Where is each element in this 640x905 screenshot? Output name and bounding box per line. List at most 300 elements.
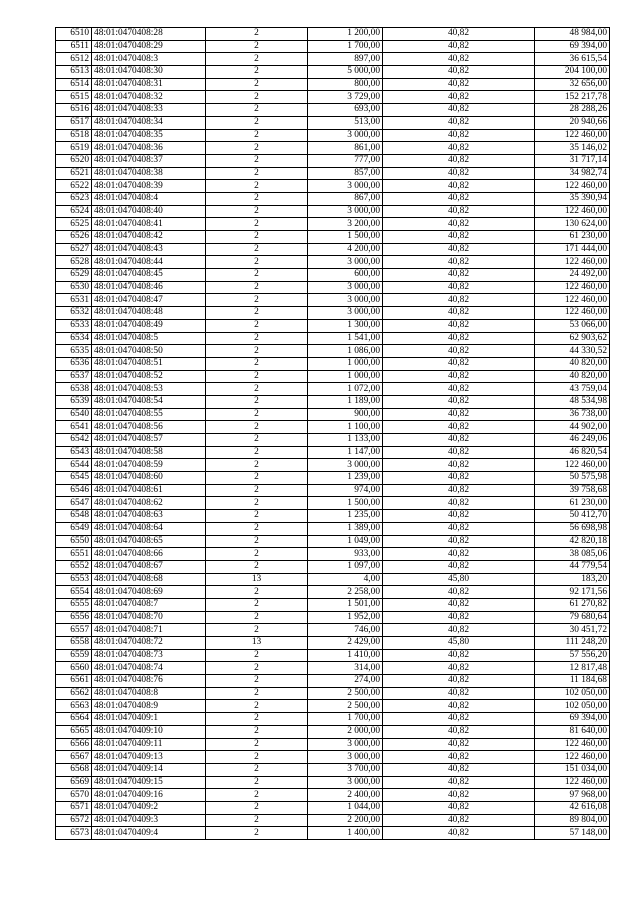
rate-cell: 40,82 <box>383 408 535 421</box>
cadastral-number-cell: 48:01:0470408:28 <box>92 28 206 41</box>
rate-cell: 45,80 <box>383 637 535 650</box>
category-cell: 2 <box>206 269 308 282</box>
rate-cell: 40,82 <box>383 421 535 434</box>
table-row <box>56 497 610 510</box>
category-cell: 2 <box>206 738 308 751</box>
cadastral-value-cell: 102 050,00 <box>535 687 610 700</box>
row-number-cell: 6567 <box>56 751 92 764</box>
area-cell: 1 501,00 <box>308 598 383 611</box>
rate-cell: 40,82 <box>383 192 535 205</box>
category-cell: 2 <box>206 649 308 662</box>
table-row <box>56 91 610 104</box>
table-row <box>56 751 610 764</box>
cadastral-value-cell: 42 616,08 <box>535 801 610 814</box>
cadastral-number-cell: 48:01:0470408:43 <box>92 243 206 256</box>
category-cell: 2 <box>206 624 308 637</box>
table-row <box>56 269 610 282</box>
area-cell: 1 500,00 <box>308 497 383 510</box>
category-cell: 2 <box>206 687 308 700</box>
row-number-cell: 6563 <box>56 700 92 713</box>
cadastral-value-cell: 89 804,00 <box>535 814 610 827</box>
table-row <box>56 789 610 802</box>
table-row <box>56 472 610 485</box>
category-cell: 2 <box>206 281 308 294</box>
cadastral-number-cell: 48:01:0470408:5 <box>92 332 206 345</box>
cadastral-number-cell: 48:01:0470409:4 <box>92 827 206 840</box>
row-number-cell: 6562 <box>56 687 92 700</box>
rate-cell: 40,82 <box>383 40 535 53</box>
rate-cell: 40,82 <box>383 91 535 104</box>
rate-cell: 40,82 <box>383 649 535 662</box>
cadastral-value-cell: 204 100,00 <box>535 66 610 79</box>
cadastral-number-cell: 48:01:0470408:34 <box>92 116 206 129</box>
area-cell: 3 000,00 <box>308 776 383 789</box>
row-number-cell: 6522 <box>56 180 92 193</box>
cadastral-value-cell: 111 248,20 <box>535 637 610 650</box>
cadastral-value-cell: 183,20 <box>535 573 610 586</box>
cadastral-value-cell: 57 148,00 <box>535 827 610 840</box>
cadastral-value-cell: 122 460,00 <box>535 129 610 142</box>
area-cell: 3 000,00 <box>308 256 383 269</box>
row-number-cell: 6569 <box>56 776 92 789</box>
table-row <box>56 154 610 167</box>
category-cell: 2 <box>206 91 308 104</box>
cadastral-number-cell: 48:01:0470408:57 <box>92 434 206 447</box>
cadastral-number-cell: 48:01:0470408:40 <box>92 205 206 218</box>
category-cell: 2 <box>206 700 308 713</box>
table-row <box>56 814 610 827</box>
cadastral-number-cell: 48:01:0470408:54 <box>92 395 206 408</box>
row-number-cell: 6549 <box>56 522 92 535</box>
row-number-cell: 6564 <box>56 713 92 726</box>
table-row <box>56 624 610 637</box>
table-row <box>56 218 610 231</box>
cadastral-value-cell: 30 451,72 <box>535 624 610 637</box>
category-cell: 2 <box>206 205 308 218</box>
category-cell: 2 <box>206 357 308 370</box>
row-number-cell: 6553 <box>56 573 92 586</box>
cadastral-number-cell: 48:01:0470409:11 <box>92 738 206 751</box>
table-row <box>56 205 610 218</box>
area-cell: 3 000,00 <box>308 180 383 193</box>
area-cell: 600,00 <box>308 269 383 282</box>
area-cell: 3 000,00 <box>308 751 383 764</box>
cadastral-value-cell: 152 217,78 <box>535 91 610 104</box>
table-row <box>56 408 610 421</box>
cadastral-number-cell: 48:01:0470409:10 <box>92 725 206 738</box>
area-cell: 897,00 <box>308 53 383 66</box>
area-cell: 1 700,00 <box>308 40 383 53</box>
area-cell: 1 000,00 <box>308 357 383 370</box>
cadastral-value-cell: 36 738,00 <box>535 408 610 421</box>
cadastral-value-cell: 61 230,00 <box>535 231 610 244</box>
category-cell: 2 <box>206 675 308 688</box>
cadastral-number-cell: 48:01:0470408:7 <box>92 598 206 611</box>
rate-cell: 40,82 <box>383 154 535 167</box>
cadastral-value-cell: 122 460,00 <box>535 294 610 307</box>
area-cell: 1 049,00 <box>308 535 383 548</box>
table-row <box>56 598 610 611</box>
area-cell: 1 100,00 <box>308 421 383 434</box>
rate-cell: 40,82 <box>383 598 535 611</box>
table-row <box>56 548 610 561</box>
row-number-cell: 6543 <box>56 446 92 459</box>
cadastral-value-cell: 102 050,00 <box>535 700 610 713</box>
cadastral-number-cell: 48:01:0470408:55 <box>92 408 206 421</box>
row-number-cell: 6529 <box>56 269 92 282</box>
row-number-cell: 6523 <box>56 192 92 205</box>
area-cell: 3 000,00 <box>308 294 383 307</box>
cadastral-value-cell: 28 288,26 <box>535 104 610 117</box>
cadastral-value-cell: 35 390,94 <box>535 192 610 205</box>
category-cell: 2 <box>206 827 308 840</box>
category-cell: 2 <box>206 142 308 155</box>
rate-cell: 40,82 <box>383 827 535 840</box>
row-number-cell: 6524 <box>56 205 92 218</box>
area-cell: 1 189,00 <box>308 395 383 408</box>
area-cell: 857,00 <box>308 167 383 180</box>
rate-cell: 40,82 <box>383 167 535 180</box>
area-cell: 3 000,00 <box>308 459 383 472</box>
table-row <box>56 535 610 548</box>
row-number-cell: 6516 <box>56 104 92 117</box>
category-cell: 2 <box>206 231 308 244</box>
rate-cell: 40,82 <box>383 319 535 332</box>
category-cell: 2 <box>206 725 308 738</box>
rate-cell: 40,82 <box>383 484 535 497</box>
table-row <box>56 776 610 789</box>
cadastral-number-cell: 48:01:0470408:49 <box>92 319 206 332</box>
cadastral-value-cell: 57 556,20 <box>535 649 610 662</box>
category-cell: 2 <box>206 522 308 535</box>
row-number-cell: 6550 <box>56 535 92 548</box>
table-row <box>56 180 610 193</box>
cadastral-number-cell: 48:01:0470408:70 <box>92 611 206 624</box>
row-number-cell: 6532 <box>56 307 92 320</box>
category-cell: 2 <box>206 662 308 675</box>
cadastral-value-cell: 46 249,06 <box>535 434 610 447</box>
table-row <box>56 484 610 497</box>
rate-cell: 40,82 <box>383 28 535 41</box>
table-row <box>56 573 610 586</box>
rate-cell: 40,82 <box>383 548 535 561</box>
cadastral-value-cell: 50 412,70 <box>535 510 610 523</box>
area-cell: 1 410,00 <box>308 649 383 662</box>
row-number-cell: 6520 <box>56 154 92 167</box>
row-number-cell: 6512 <box>56 53 92 66</box>
area-cell: 1 239,00 <box>308 472 383 485</box>
table-row <box>56 560 610 573</box>
row-number-cell: 6561 <box>56 675 92 688</box>
table-row <box>56 332 610 345</box>
category-cell: 2 <box>206 307 308 320</box>
cadastral-number-cell: 48:01:0470408:51 <box>92 357 206 370</box>
category-cell: 2 <box>206 78 308 91</box>
row-number-cell: 6542 <box>56 434 92 447</box>
row-number-cell: 6535 <box>56 345 92 358</box>
category-cell: 2 <box>206 421 308 434</box>
row-number-cell: 6515 <box>56 91 92 104</box>
cadastral-number-cell: 48:01:0470408:36 <box>92 142 206 155</box>
category-cell: 13 <box>206 573 308 586</box>
rate-cell: 40,82 <box>383 104 535 117</box>
rate-cell: 40,82 <box>383 345 535 358</box>
category-cell: 2 <box>206 560 308 573</box>
cadastral-number-cell: 48:01:0470408:39 <box>92 180 206 193</box>
area-cell: 2 258,00 <box>308 586 383 599</box>
cadastral-number-cell: 48:01:0470408:64 <box>92 522 206 535</box>
row-number-cell: 6513 <box>56 66 92 79</box>
category-cell: 2 <box>206 713 308 726</box>
area-cell: 2 429,00 <box>308 637 383 650</box>
row-number-cell: 6557 <box>56 624 92 637</box>
cadastral-number-cell: 48:01:0470409:15 <box>92 776 206 789</box>
row-number-cell: 6518 <box>56 129 92 142</box>
table-row <box>56 116 610 129</box>
rate-cell: 40,82 <box>383 307 535 320</box>
rate-cell: 40,82 <box>383 129 535 142</box>
rate-cell: 40,82 <box>383 231 535 244</box>
cadastral-number-cell: 48:01:0470409:2 <box>92 801 206 814</box>
table-row <box>56 675 610 688</box>
rate-cell: 40,82 <box>383 256 535 269</box>
table-row <box>56 434 610 447</box>
cadastral-value-cell: 62 903,62 <box>535 332 610 345</box>
category-cell: 2 <box>206 598 308 611</box>
category-cell: 2 <box>206 586 308 599</box>
rate-cell: 40,82 <box>383 66 535 79</box>
cadastral-number-cell: 48:01:0470408:9 <box>92 700 206 713</box>
row-number-cell: 6537 <box>56 370 92 383</box>
cadastral-value-cell: 40 820,00 <box>535 370 610 383</box>
row-number-cell: 6536 <box>56 357 92 370</box>
row-number-cell: 6525 <box>56 218 92 231</box>
area-cell: 867,00 <box>308 192 383 205</box>
cadastral-value-cell: 122 460,00 <box>535 256 610 269</box>
table-row <box>56 192 610 205</box>
cadastral-number-cell: 48:01:0470408:66 <box>92 548 206 561</box>
rate-cell: 40,82 <box>383 78 535 91</box>
category-cell: 13 <box>206 637 308 650</box>
category-cell: 2 <box>206 192 308 205</box>
row-number-cell: 6511 <box>56 40 92 53</box>
rate-cell: 40,82 <box>383 801 535 814</box>
table-body <box>56 28 610 840</box>
rate-cell: 40,82 <box>383 294 535 307</box>
cadastral-value-cell: 40 820,00 <box>535 357 610 370</box>
cadastral-value-cell: 11 184,68 <box>535 675 610 688</box>
area-cell: 2 400,00 <box>308 789 383 802</box>
row-number-cell: 6517 <box>56 116 92 129</box>
cadastral-number-cell: 48:01:0470408:3 <box>92 53 206 66</box>
rate-cell: 40,82 <box>383 434 535 447</box>
cadastral-value-cell: 35 146,02 <box>535 142 610 155</box>
area-cell: 2 000,00 <box>308 725 383 738</box>
table-row <box>56 459 610 472</box>
cadastral-number-cell: 48:01:0470408:59 <box>92 459 206 472</box>
cadastral-number-cell: 48:01:0470408:35 <box>92 129 206 142</box>
table-row <box>56 357 610 370</box>
cadastral-value-cell: 32 656,00 <box>535 78 610 91</box>
rate-cell: 40,82 <box>383 763 535 776</box>
table-row <box>56 763 610 776</box>
cadastral-value-cell: 151 034,00 <box>535 763 610 776</box>
cadastral-value-cell: 97 968,00 <box>535 789 610 802</box>
category-cell: 2 <box>206 167 308 180</box>
rate-cell: 40,82 <box>383 116 535 129</box>
cadastral-number-cell: 48:01:0470408:72 <box>92 637 206 650</box>
cadastral-value-cell: 61 230,00 <box>535 497 610 510</box>
cadastral-value-cell: 69 394,00 <box>535 713 610 726</box>
category-cell: 2 <box>206 611 308 624</box>
cadastral-number-cell: 48:01:0470408:44 <box>92 256 206 269</box>
area-cell: 4,00 <box>308 573 383 586</box>
row-number-cell: 6546 <box>56 484 92 497</box>
row-number-cell: 6568 <box>56 763 92 776</box>
area-cell: 1 700,00 <box>308 713 383 726</box>
rate-cell: 40,82 <box>383 53 535 66</box>
table-row <box>56 66 610 79</box>
table-row <box>56 687 610 700</box>
row-number-cell: 6571 <box>56 801 92 814</box>
area-cell: 1 235,00 <box>308 510 383 523</box>
row-number-cell: 6572 <box>56 814 92 827</box>
cadastral-number-cell: 48:01:0470408:62 <box>92 497 206 510</box>
table-row <box>56 637 610 650</box>
rate-cell: 40,82 <box>383 205 535 218</box>
cadastral-number-cell: 48:01:0470408:48 <box>92 307 206 320</box>
table-row <box>56 395 610 408</box>
area-cell: 1 200,00 <box>308 28 383 41</box>
table-row <box>56 421 610 434</box>
row-number-cell: 6551 <box>56 548 92 561</box>
cadastral-number-cell: 48:01:0470408:65 <box>92 535 206 548</box>
cadastral-value-cell: 171 444,00 <box>535 243 610 256</box>
cadastral-number-cell: 48:01:0470408:56 <box>92 421 206 434</box>
cadastral-number-cell: 48:01:0470408:29 <box>92 40 206 53</box>
area-cell: 3 700,00 <box>308 763 383 776</box>
cadastral-value-cell: 50 575,98 <box>535 472 610 485</box>
cadastral-value-cell: 46 820,54 <box>535 446 610 459</box>
category-cell: 2 <box>206 218 308 231</box>
cadastral-value-cell: 31 717,14 <box>535 154 610 167</box>
row-number-cell: 6555 <box>56 598 92 611</box>
row-number-cell: 6552 <box>56 560 92 573</box>
category-cell: 2 <box>206 294 308 307</box>
rate-cell: 40,82 <box>383 776 535 789</box>
table-row <box>56 522 610 535</box>
table-row <box>56 611 610 624</box>
area-cell: 693,00 <box>308 104 383 117</box>
cadastral-value-cell: 122 460,00 <box>535 776 610 789</box>
table-row <box>56 104 610 117</box>
cadastral-value-cell: 61 270,82 <box>535 598 610 611</box>
area-cell: 513,00 <box>308 116 383 129</box>
cadastral-value-cell: 43 759,04 <box>535 383 610 396</box>
category-cell: 2 <box>206 535 308 548</box>
rate-cell: 40,82 <box>383 446 535 459</box>
cadastral-value-table <box>55 27 610 840</box>
area-cell: 933,00 <box>308 548 383 561</box>
cadastral-number-cell: 48:01:0470408:63 <box>92 510 206 523</box>
row-number-cell: 6533 <box>56 319 92 332</box>
cadastral-value-cell: 79 680,64 <box>535 611 610 624</box>
rate-cell: 40,82 <box>383 611 535 624</box>
rate-cell: 40,82 <box>383 713 535 726</box>
row-number-cell: 6527 <box>56 243 92 256</box>
area-cell: 1 147,00 <box>308 446 383 459</box>
cadastral-value-cell: 38 085,06 <box>535 548 610 561</box>
cadastral-number-cell: 48:01:0470408:4 <box>92 192 206 205</box>
table-row <box>56 129 610 142</box>
table-row <box>56 713 610 726</box>
category-cell: 2 <box>206 484 308 497</box>
cadastral-number-cell: 48:01:0470408:60 <box>92 472 206 485</box>
row-number-cell: 6554 <box>56 586 92 599</box>
category-cell: 2 <box>206 801 308 814</box>
table-row <box>56 167 610 180</box>
row-number-cell: 6547 <box>56 497 92 510</box>
cadastral-value-cell: 48 534,98 <box>535 395 610 408</box>
area-cell: 2 500,00 <box>308 687 383 700</box>
area-cell: 777,00 <box>308 154 383 167</box>
area-cell: 1 541,00 <box>308 332 383 345</box>
cadastral-number-cell: 48:01:0470408:30 <box>92 66 206 79</box>
cadastral-value-cell: 56 698,98 <box>535 522 610 535</box>
category-cell: 2 <box>206 751 308 764</box>
category-cell: 2 <box>206 395 308 408</box>
rate-cell: 40,82 <box>383 332 535 345</box>
table-row <box>56 383 610 396</box>
category-cell: 2 <box>206 548 308 561</box>
cadastral-number-cell: 48:01:0470408:73 <box>92 649 206 662</box>
category-cell: 2 <box>206 116 308 129</box>
category-cell: 2 <box>206 104 308 117</box>
cadastral-number-cell: 48:01:0470408:42 <box>92 231 206 244</box>
row-number-cell: 6521 <box>56 167 92 180</box>
area-cell: 3 000,00 <box>308 205 383 218</box>
category-cell: 2 <box>206 446 308 459</box>
cadastral-number-cell: 48:01:0470408:32 <box>92 91 206 104</box>
cadastral-number-cell: 48:01:0470408:74 <box>92 662 206 675</box>
area-cell: 4 200,00 <box>308 243 383 256</box>
table-row <box>56 446 610 459</box>
cadastral-number-cell: 48:01:0470408:41 <box>92 218 206 231</box>
area-cell: 2 500,00 <box>308 700 383 713</box>
table-row <box>56 827 610 840</box>
cadastral-number-cell: 48:01:0470408:31 <box>92 78 206 91</box>
category-cell: 2 <box>206 256 308 269</box>
area-cell: 5 000,00 <box>308 66 383 79</box>
area-cell: 3 200,00 <box>308 218 383 231</box>
area-cell: 1 400,00 <box>308 827 383 840</box>
row-number-cell: 6556 <box>56 611 92 624</box>
row-number-cell: 6570 <box>56 789 92 802</box>
area-cell: 314,00 <box>308 662 383 675</box>
rate-cell: 40,82 <box>383 218 535 231</box>
area-cell: 3 729,00 <box>308 91 383 104</box>
row-number-cell: 6519 <box>56 142 92 155</box>
rate-cell: 40,82 <box>383 522 535 535</box>
area-cell: 3 000,00 <box>308 738 383 751</box>
row-number-cell: 6539 <box>56 395 92 408</box>
cadastral-number-cell: 48:01:0470408:67 <box>92 560 206 573</box>
cadastral-value-cell: 130 624,00 <box>535 218 610 231</box>
rate-cell: 40,82 <box>383 687 535 700</box>
table-row <box>56 28 610 41</box>
category-cell: 2 <box>206 28 308 41</box>
rate-cell: 45,80 <box>383 573 535 586</box>
